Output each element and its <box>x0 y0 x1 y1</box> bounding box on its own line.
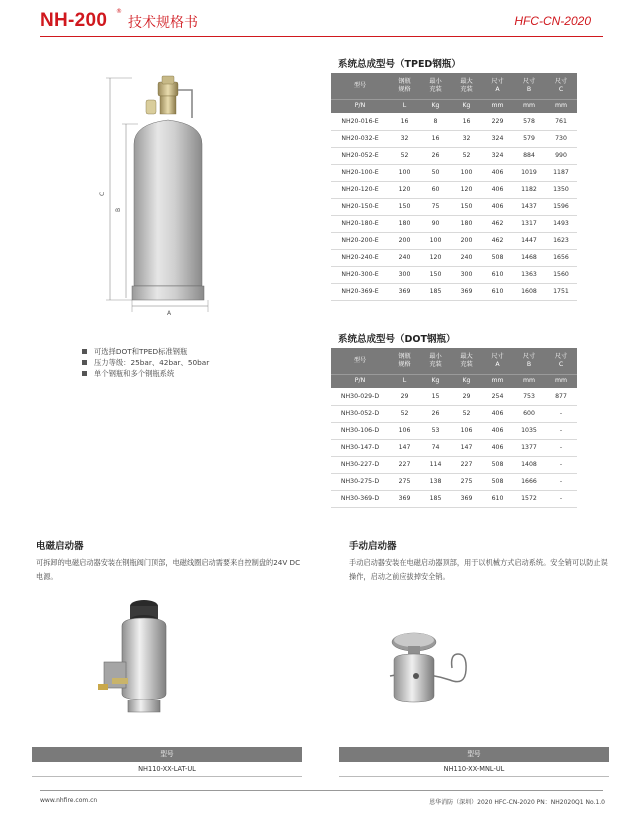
table-cell: NH30-369-D <box>331 490 389 507</box>
manual-description: 手动启动器安装在电磁启动器顶部，用于以机械方式启动系统。安全销可以防止误操作，启动之前应拔掉安全销。 <box>349 558 608 581</box>
table-row <box>331 147 577 164</box>
table-cell: 610 <box>482 283 513 300</box>
table-cell: 508 <box>482 249 513 266</box>
table-cell: 1596 <box>545 198 577 215</box>
tped-table-title: 系统总成型号（TPED钢瓶） <box>338 59 461 70</box>
table-cell: 877 <box>545 388 577 405</box>
table-cell: NH20-016-E <box>331 113 389 130</box>
table-cell: 200 <box>389 232 420 249</box>
table-cell: 753 <box>513 388 545 405</box>
column-header: 最大 充装 <box>451 348 482 374</box>
table-cell: 180 <box>389 215 420 232</box>
table-cell: 16 <box>420 130 451 147</box>
table-cell: 300 <box>451 266 482 283</box>
table-cell: 240 <box>389 249 420 266</box>
table-cell: 1019 <box>513 164 545 181</box>
table-cell: 26 <box>420 147 451 164</box>
table-cell: 406 <box>482 439 513 456</box>
table-cell: 1035 <box>513 422 545 439</box>
document-code: HFC-CN-2020 <box>514 14 591 28</box>
table-cell: 74 <box>420 439 451 456</box>
table-cell: 990 <box>545 147 577 164</box>
table-cell: 730 <box>545 130 577 147</box>
table-cell: 52 <box>451 147 482 164</box>
header-divider <box>40 36 603 37</box>
table-cell: NH20-180-E <box>331 215 389 232</box>
table-row <box>331 266 577 283</box>
table-cell: 29 <box>451 388 482 405</box>
table-cell: 150 <box>389 198 420 215</box>
table-cell: 60 <box>420 181 451 198</box>
table-cell: NH20-100-E <box>331 164 389 181</box>
table-cell: 90 <box>420 215 451 232</box>
solenoid-title: 电磁启动器 <box>36 541 84 552</box>
table-cell: 1377 <box>513 439 545 456</box>
table-cell: 324 <box>482 130 513 147</box>
footer-info: 恩华消防（深圳）2020 HFC-CN-2020 PN：NH2020Q1 No.1.0 <box>429 799 605 806</box>
cylinder-diagram <box>76 60 236 322</box>
feature-item: 单个钢瓶和多个钢瓶系统 <box>82 368 209 379</box>
dot-spec-table <box>331 348 577 508</box>
table-cell: 254 <box>482 388 513 405</box>
table-cell: 15 <box>420 388 451 405</box>
table-cell: 508 <box>482 456 513 473</box>
unit-header: Kg <box>451 99 482 113</box>
table-cell: 1560 <box>545 266 577 283</box>
table-cell: 185 <box>420 490 451 507</box>
table-cell: 150 <box>451 198 482 215</box>
unit-header: Kg <box>420 99 451 113</box>
table-cell: NH30-227-D <box>331 456 389 473</box>
table-cell: 300 <box>389 266 420 283</box>
bullet-square-icon <box>82 360 87 365</box>
table-cell: 369 <box>389 490 420 507</box>
table-cell: 147 <box>451 439 482 456</box>
table-row <box>331 422 577 439</box>
table-cell: NH20-240-E <box>331 249 389 266</box>
table-row <box>331 490 577 507</box>
footer-divider <box>40 790 603 791</box>
table-cell: 761 <box>545 113 577 130</box>
table-cell: - <box>545 456 577 473</box>
column-header: 钢瓶 规格 <box>389 73 420 99</box>
table-cell: NH20-200-E <box>331 232 389 249</box>
table-row <box>331 181 577 198</box>
table-cell: 120 <box>389 181 420 198</box>
table-cell: 275 <box>389 473 420 490</box>
table-cell: 1182 <box>513 181 545 198</box>
table-cell: 406 <box>482 164 513 181</box>
table-cell: - <box>545 490 577 507</box>
table-cell: 16 <box>451 113 482 130</box>
table-row <box>331 215 577 232</box>
table-row <box>331 113 577 130</box>
bullet-square-icon <box>82 349 87 354</box>
table-cell: 26 <box>420 405 451 422</box>
table-cell: NH30-106-D <box>331 422 389 439</box>
table-cell: NH20-052-E <box>331 147 389 164</box>
table-cell: 369 <box>451 283 482 300</box>
table-cell: 275 <box>451 473 482 490</box>
unit-header: mm <box>513 99 545 113</box>
table-cell: 369 <box>451 490 482 507</box>
footer-website[interactable]: www.nhfire.com.cn <box>40 797 98 804</box>
column-header: 尺寸 B <box>513 348 545 374</box>
page-header <box>0 0 643 42</box>
manual-title: 手动启动器 <box>349 541 397 552</box>
unit-header: L <box>389 374 420 388</box>
solenoid-actuator-image <box>92 596 192 716</box>
table-row <box>331 388 577 405</box>
table-cell: 600 <box>513 405 545 422</box>
table-cell: 1666 <box>513 473 545 490</box>
table-cell: 29 <box>389 388 420 405</box>
table-cell: 52 <box>451 405 482 422</box>
unit-header: P/N <box>331 374 389 388</box>
table-row <box>331 456 577 473</box>
table-cell: 147 <box>389 439 420 456</box>
table-row <box>331 405 577 422</box>
column-header: 最小 充装 <box>420 348 451 374</box>
column-header: 型号 <box>331 73 389 99</box>
table-cell: 406 <box>482 422 513 439</box>
solenoid-model-value: NH110-XX-LAT-UL <box>32 762 302 777</box>
table-cell: 406 <box>482 181 513 198</box>
solenoid-model-box <box>32 747 302 777</box>
unit-header: mm <box>482 99 513 113</box>
table-cell: 50 <box>420 164 451 181</box>
unit-header: Kg <box>451 374 482 388</box>
table-cell: NH30-147-D <box>331 439 389 456</box>
column-header: 尺寸 C <box>545 73 577 99</box>
table-row <box>331 249 577 266</box>
table-cell: 53 <box>420 422 451 439</box>
table-row <box>331 439 577 456</box>
table-cell: 324 <box>482 147 513 164</box>
table-cell: 240 <box>451 249 482 266</box>
table-cell: 1608 <box>513 283 545 300</box>
table-cell: NH30-029-D <box>331 388 389 405</box>
table-cell: 8 <box>420 113 451 130</box>
table-cell: 185 <box>420 283 451 300</box>
table-cell: - <box>545 439 577 456</box>
table-cell: 406 <box>482 198 513 215</box>
unit-header: Kg <box>420 374 451 388</box>
table-cell: 1447 <box>513 232 545 249</box>
column-header: 尺寸 A <box>482 348 513 374</box>
unit-header: L <box>389 99 420 113</box>
solenoid-model-header: 型号 <box>32 747 302 762</box>
table-cell: 150 <box>420 266 451 283</box>
table-cell: NH20-369-E <box>331 283 389 300</box>
table-cell: NH30-052-D <box>331 405 389 422</box>
manual-model-box <box>339 747 609 777</box>
table-cell: 52 <box>389 147 420 164</box>
table-cell: NH30-275-D <box>331 473 389 490</box>
table-cell: 120 <box>451 181 482 198</box>
column-header: 尺寸 C <box>545 348 577 374</box>
table-cell: 32 <box>451 130 482 147</box>
table-cell: 1572 <box>513 490 545 507</box>
table-cell: 508 <box>482 473 513 490</box>
table-cell: 227 <box>389 456 420 473</box>
table-cell: 1408 <box>513 456 545 473</box>
unit-header: mm <box>482 374 513 388</box>
table-cell: NH20-120-E <box>331 181 389 198</box>
table-row <box>331 164 577 181</box>
table-cell: 1751 <box>545 283 577 300</box>
solenoid-description: 可拆卸的电磁启动器安装在钢瓶阀门顶部，电磁线圈启动需要来自控制盘的24V DC电源。 <box>36 558 301 581</box>
feature-item: 可选择DOT和TPED标准钢瓶 <box>82 346 209 357</box>
table-cell: 579 <box>513 130 545 147</box>
table-cell: 106 <box>451 422 482 439</box>
dot-table-title: 系统总成型号（DOT钢瓶） <box>338 334 456 345</box>
unit-header: P/N <box>331 99 389 113</box>
table-cell: 100 <box>389 164 420 181</box>
feature-item: 压力等级：25bar、42bar、50bar <box>82 357 209 368</box>
table-cell: - <box>545 473 577 490</box>
table-cell: 406 <box>482 405 513 422</box>
table-cell: 180 <box>451 215 482 232</box>
table-cell: 1187 <box>545 164 577 181</box>
brand-logo: NH-200 <box>40 10 108 31</box>
table-cell: 100 <box>451 164 482 181</box>
table-cell: 138 <box>420 473 451 490</box>
unit-header: mm <box>545 99 577 113</box>
table-row <box>331 283 577 300</box>
dimension-c-label: C <box>99 191 106 196</box>
column-header: 钢瓶 规格 <box>389 348 420 374</box>
table-cell: 610 <box>482 490 513 507</box>
table-cell: 16 <box>389 113 420 130</box>
unit-header: mm <box>513 374 545 388</box>
manual-actuator-image <box>380 630 480 710</box>
table-cell: NH20-300-E <box>331 266 389 283</box>
dimension-a-label: A <box>167 310 172 317</box>
table-cell: 462 <box>482 215 513 232</box>
feature-list <box>82 346 209 379</box>
unit-header: mm <box>545 374 577 388</box>
table-cell: 75 <box>420 198 451 215</box>
table-row <box>331 130 577 147</box>
column-header: 最小 充装 <box>420 73 451 99</box>
table-cell: 578 <box>513 113 545 130</box>
table-cell: 884 <box>513 147 545 164</box>
table-cell: 1437 <box>513 198 545 215</box>
table-cell: NH20-150-E <box>331 198 389 215</box>
tped-spec-table <box>331 73 577 301</box>
registered-mark: ® <box>116 8 122 15</box>
table-cell: NH20-032-E <box>331 130 389 147</box>
table-cell: 462 <box>482 232 513 249</box>
table-cell: 227 <box>451 456 482 473</box>
document-name: 技术规格书 <box>128 15 198 31</box>
table-row <box>331 232 577 249</box>
manual-model-header: 型号 <box>339 747 609 762</box>
table-row <box>331 198 577 215</box>
table-cell: 1363 <box>513 266 545 283</box>
table-cell: 610 <box>482 266 513 283</box>
dimension-b-label: B <box>115 207 122 212</box>
column-header: 尺寸 A <box>482 73 513 99</box>
table-cell: 200 <box>451 232 482 249</box>
table-cell: 1656 <box>545 249 577 266</box>
table-cell: 1493 <box>545 215 577 232</box>
column-header: 尺寸 B <box>513 73 545 99</box>
table-cell: 52 <box>389 405 420 422</box>
column-header: 型号 <box>331 348 389 374</box>
table-cell: 369 <box>389 283 420 300</box>
table-cell: 100 <box>420 232 451 249</box>
table-cell: - <box>545 422 577 439</box>
table-cell: 229 <box>482 113 513 130</box>
table-row <box>331 473 577 490</box>
table-cell: 1623 <box>545 232 577 249</box>
bullet-square-icon <box>82 371 87 376</box>
table-cell: - <box>545 405 577 422</box>
manual-model-value: NH110-XX-MNL-UL <box>339 762 609 777</box>
table-cell: 114 <box>420 456 451 473</box>
table-cell: 1350 <box>545 181 577 198</box>
table-cell: 32 <box>389 130 420 147</box>
table-cell: 120 <box>420 249 451 266</box>
table-cell: 1468 <box>513 249 545 266</box>
table-cell: 1317 <box>513 215 545 232</box>
table-cell: 106 <box>389 422 420 439</box>
column-header: 最大 充装 <box>451 73 482 99</box>
